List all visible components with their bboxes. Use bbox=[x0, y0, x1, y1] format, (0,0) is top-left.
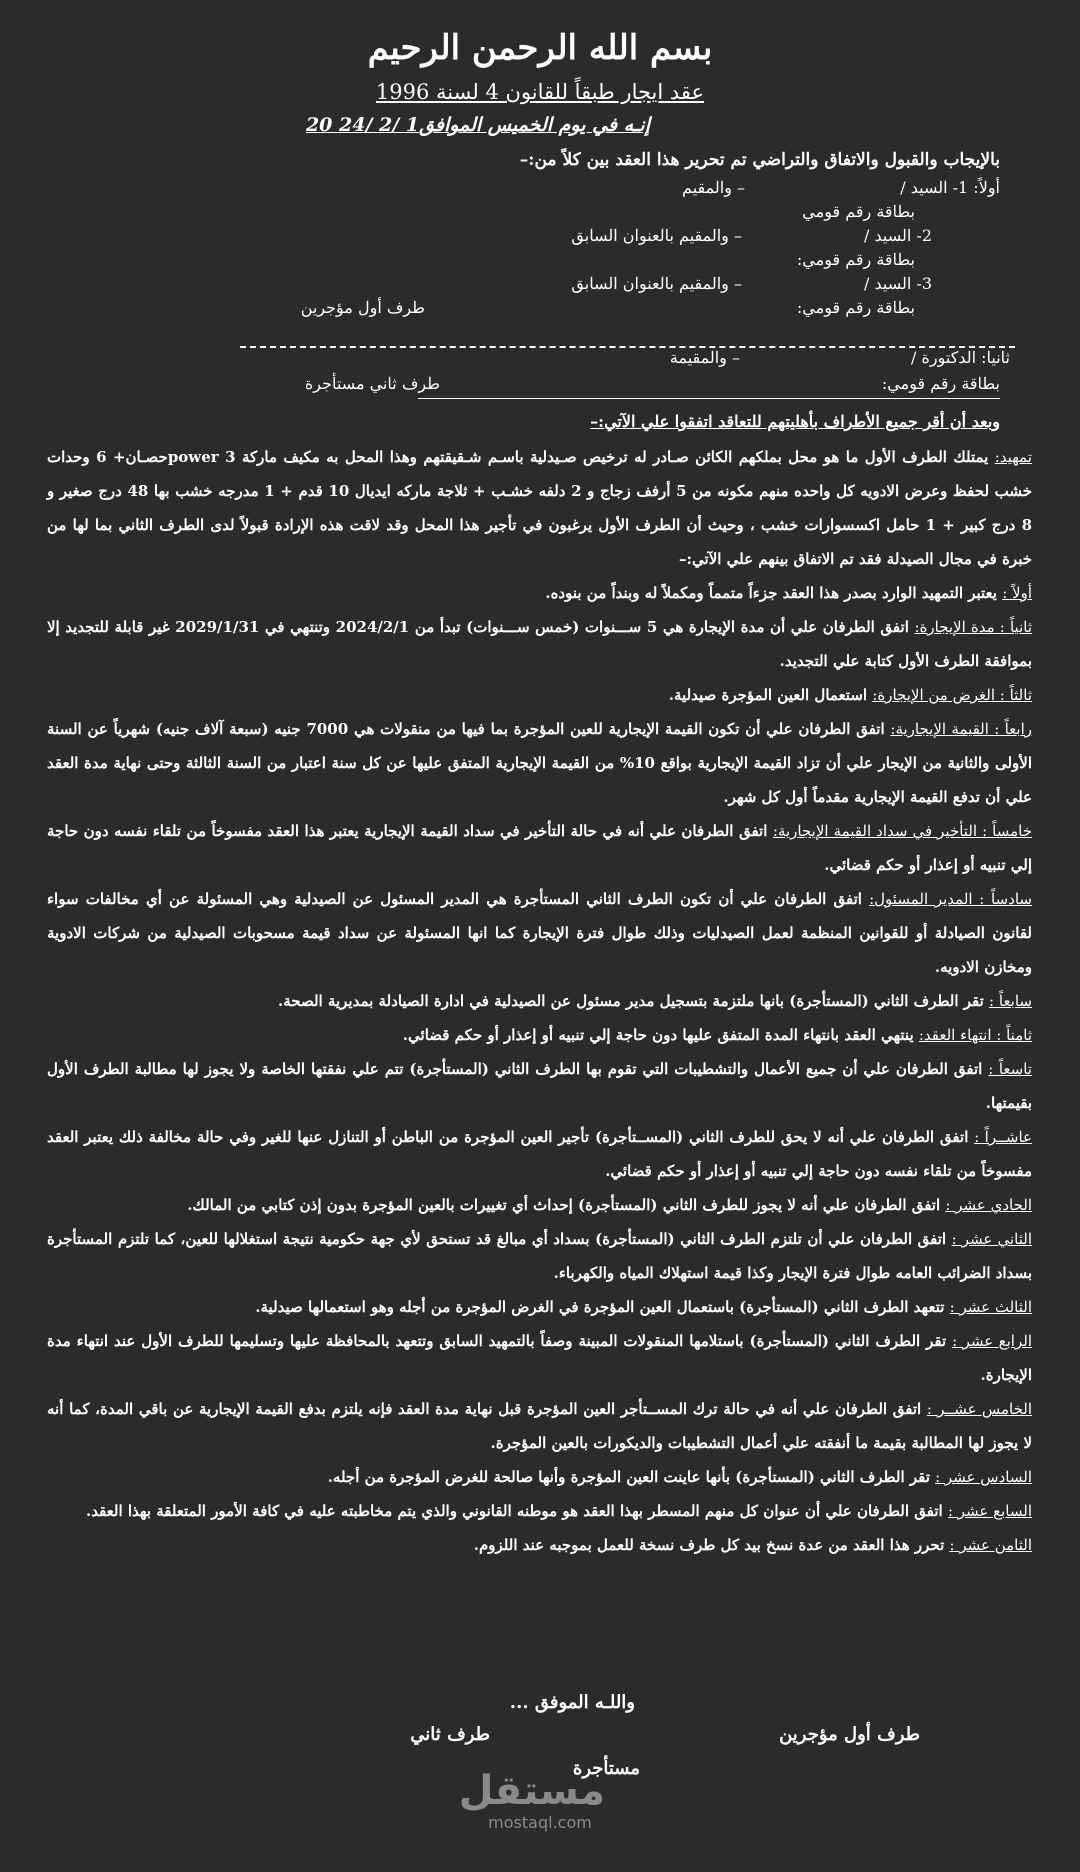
clause-label: رابعاً : القيمة الإيجارية: bbox=[890, 720, 1032, 738]
underline-divider bbox=[418, 398, 1000, 399]
clause-text: تتعهد الطرف الثاني (المستأجرة) باستعمال العين المؤجرة في الغرض المؤجرة من أجله وهو استعمالها صيدلية. bbox=[255, 1298, 945, 1316]
clause-label: الثامن عشر : bbox=[949, 1536, 1032, 1554]
second-party-name: ثانيا: الدكتورة / bbox=[911, 348, 1010, 367]
clause-item bbox=[47, 678, 1032, 712]
closing-phrase: واللـه الموفق ... bbox=[509, 1692, 635, 1713]
clause-text: يمتلك الطرف الأول ما هو محل بملكهم الكائن صـادر له ترخيص صـيدلية باسـم شـقيقتهم وهذا المحل به مكيف ماركة power 3حصـان+ 6 وحدات خشب لحفظ وعرض الادويه كل واحده منهم مكونه من 5 أرفف زجاج و 2 دلفه خشـب + ثلاجة ماركه ايديال 10 قدم + 1 مدرجه خشب بها 48 درج صغير و 8 درج كبير + 1 حامل اكسسوارات خشب ، وحيث أن الطرف الأول يرغبون في تأجير هذا المحل وقد لاقت هذه الإرادة قبولاً لدى الطرف الثاني بما لها من خبرة في مجال الصيدلة فقد تم الاتفاق بينهم علي الآتي:– bbox=[47, 448, 1032, 568]
clause-item bbox=[47, 1120, 1032, 1188]
watermark-latin: mostaql.com bbox=[488, 1813, 592, 1832]
clause-label: السادس عشر : bbox=[935, 1468, 1032, 1486]
clause-text: اتفق الطرفان علي أن تكون الطرف الثاني المستأجرة هي المدير المسئول عن الصيدلية وهي المسئولة عن أي مخالفات سواء لقانون الصيادلة أو للقوانين المنظمة لعمل الصيدليات وذلك طوال فترة الإيجارة كما انها المسئولة عن سداد قيمة مسحوبات الصيدلية من شركات الادوية ومخازن الادويه. bbox=[47, 890, 1032, 976]
clause-text: اتفق الطرفان علي أنه في حالة التأخير في سداد القيمة الإيجارية يعتبر هذا العقد مفسوخاً من تلقاء نفسه دون حاجة إلي تنبيه أو إعذار أو حكم قضائي. bbox=[47, 822, 1032, 874]
clause-item bbox=[47, 712, 1032, 814]
clause-label: تاسعاً : bbox=[988, 1060, 1032, 1078]
clause-text: اتفق الطرفان علي أن مدة الإيجارة هي 5 ســـنوات (خمس ســـنوات) تبدأ من 2024/2/1 وتنتهي في 2029/1/31 غير قابلة للتجديد إلا بموافقة الطرف الأول كتابة علي التجديد. bbox=[47, 618, 1032, 670]
clause-text: تحرر هذا العقد من عدة نسخ بيد كل طرف نسخة للعمل بموجبه عند اللزوم. bbox=[473, 1536, 945, 1554]
second-party-id: بطاقة رقم قومي: bbox=[881, 374, 1000, 393]
first-party-2-residence: – والمقيم بالعنوان السابق bbox=[571, 226, 742, 245]
clause-item bbox=[47, 1222, 1032, 1290]
clause-label: خامساً : التأخير في سداد القيمة الإيجارية: bbox=[772, 822, 1033, 840]
clause-text: استعمال العين المؤجرة صيدلية. bbox=[668, 686, 868, 704]
second-party-signature: طرف ثاني bbox=[410, 1724, 490, 1745]
clause-item bbox=[47, 1494, 1032, 1528]
first-party-2-name: 2- السيد / bbox=[864, 226, 932, 245]
clause-label: أولاً : bbox=[1002, 584, 1032, 602]
clause-item bbox=[47, 814, 1032, 882]
contract-title: عقد ايجار طبقاً للقانون 4 لسنة 1996 bbox=[375, 80, 705, 104]
first-party-1-residence: – والمقيم bbox=[682, 178, 745, 197]
clause-item bbox=[47, 1188, 1032, 1222]
clause-item bbox=[47, 1460, 1032, 1494]
clause-item bbox=[47, 610, 1032, 678]
first-party-signature: طرف أول مؤجرين bbox=[779, 1724, 920, 1745]
clause-text: يعتبر التمهيد الوارد بصدر هذا العقد جزءاً متمماً ومكملاً له وبنداً من بنوده. bbox=[545, 584, 997, 602]
clause-item bbox=[47, 1290, 1032, 1324]
basmala-heading: بسم الله الرحمن الرحيم bbox=[367, 28, 713, 68]
clause-text: تقر الطرف الثاني (المستأجرة) باستلامها المنقولات المبينة وصفاً بالتمهيد السابق وتتعهد بالمحافظة عليها وتسليمها للطرف الأول عند انتهاء مدة الإيجارة. bbox=[47, 1332, 1032, 1384]
clause-label: ثالثاً : الغرض من الإيجارة: bbox=[872, 686, 1032, 704]
first-party-3-name: 3- السيد / bbox=[864, 274, 932, 293]
clause-item bbox=[47, 984, 1032, 1018]
clause-label: السابع عشر : bbox=[947, 1502, 1032, 1520]
clause-text: ينتهي العقد بانتهاء المدة المتفق عليها دون حاجة إلي تنبيه أو إعذار أو حكم قضائي. bbox=[402, 1026, 914, 1044]
clause-item bbox=[47, 576, 1032, 610]
clause-text: اتفق الطرفان علي أن تكون القيمة الإيجارية للعين المؤجرة بما فيها من منقولات هي 7000 جنيه (سبعة آلاف جنيه) شهرياً عن السنة الأولى والثانية من الإيجار علي أن تزاد القيمة الإيجارية بواقع 10% من القيمة الإيجارية المتفق عليها عن كل سنة اعتبار من السنة الثالثة وحتى نهاية مدة العقد علي أن تدفع القيمة الإيجارية مقدماً أول كل شهر. bbox=[47, 720, 1032, 806]
first-party-1-id: بطاقة رقم قومي bbox=[802, 202, 915, 221]
clause-item bbox=[47, 1018, 1032, 1052]
clause-label: ثامناً : انتهاء العقد: bbox=[918, 1026, 1032, 1044]
mostaql-watermark-logo bbox=[458, 1768, 605, 1832]
clause-item bbox=[47, 440, 1032, 576]
clause-label: الثالث عشر : bbox=[949, 1298, 1032, 1316]
clause-text: اتفق الطرفان علي أن تلتزم الطرف الثاني (المستأجرة) بسداد أي مبالغ قد تستحق لأي جهة حكومية نتيجة استغلالها للعين، كما تلتزم المستأجرة بسداد الضرائب العامه طوال فترة الإيجار وكذا قيمة استهلاك المياه والكهرباء. bbox=[47, 1230, 1032, 1282]
clause-label: تمهيد: bbox=[994, 448, 1032, 466]
clauses-list bbox=[47, 440, 1032, 1562]
clause-item bbox=[47, 1392, 1032, 1460]
dashed-divider bbox=[240, 346, 1015, 348]
first-party-2-id: بطاقة رقم قومي: bbox=[796, 250, 915, 269]
clause-text: تقر الطرف الثاني (المستأجرة) بأنها عاينت العين المؤجرة وأنها صالحة للغرض المؤجرة من أجله. bbox=[327, 1468, 930, 1486]
clause-item bbox=[47, 882, 1032, 984]
clause-label: الحادي عشر : bbox=[945, 1196, 1032, 1214]
clause-label: ثانياً : مدة الإيجارة: bbox=[914, 618, 1032, 636]
second-party-role: طرف ثاني مستأجرة bbox=[304, 374, 440, 393]
clause-label: الخامس عشــر : bbox=[926, 1400, 1032, 1418]
clause-text: اتفق الطرفان علي أن عنوان كل منهم المسطر بهذا العقد هو موطنه القانوني والذي يتم مخاطبته عليه في كافة الأمور المتعلقة بهذا العقد. bbox=[85, 1502, 943, 1520]
clause-text: تقر الطرف الثاني (المستأجرة) بانها ملتزمة بتسجيل مدير مسئول عن الصيدلية في ادارة الصيادلة بمديرية الصحة. bbox=[278, 992, 984, 1010]
first-party-1-name: أولاً: 1- السيد / bbox=[900, 178, 1000, 197]
clause-label: سابعاً : bbox=[989, 992, 1032, 1010]
clause-text: اتفق الطرفان علي أنه لا يجوز للطرف الثاني (المستأجرة) إحداث أي تغييرات بالعين المؤجرة بدون إذن كتابي من المالك. bbox=[187, 1196, 941, 1214]
clause-item bbox=[47, 1528, 1032, 1562]
clause-label: الرابع عشر : bbox=[952, 1332, 1032, 1350]
clause-label: سادساً : المدير المسئول: bbox=[869, 890, 1032, 908]
clause-label: الثاني عشر : bbox=[951, 1230, 1032, 1248]
clause-text: اتفق الطرفان علي أن جميع الأعمال والتشطيبات التي تقوم بها الطرف الثاني (المستأجرة) تتم علي نفقتها الخاصة ولا يجوز لها مطالبة الطرف الأول بقيمتها. bbox=[47, 1060, 1032, 1112]
clause-item bbox=[47, 1324, 1032, 1392]
preamble: وبعد أن أقر جميع الأطراف بأهليتهم للتعاقد اتفقوا علي الآتي:– bbox=[590, 412, 1000, 431]
clause-text: اتفق الطرفان علي أنه في حالة ترك المســتأجر العين المؤجرة قبل نهاية مدة العقد فإنه يلتزم بدفع القيمة الإيجارية عن باقي المدة، كما أنه لا يجوز لها المطالبة بقيمة ما أنفقته علي أعمال التشطيبات والديكورات بالعين المؤجرة. bbox=[47, 1400, 1032, 1452]
clause-item bbox=[47, 1052, 1032, 1120]
first-party-role: طرف أول مؤجرين bbox=[300, 298, 425, 317]
watermark-arabic: مستقل bbox=[458, 1768, 605, 1814]
first-party-3-residence: – والمقيم بالعنوان السابق bbox=[571, 274, 742, 293]
second-party-residence: – والمقيمة bbox=[669, 348, 740, 367]
clause-label: عاشــراً : bbox=[974, 1128, 1032, 1146]
first-party-3-id: بطاقة رقم قومي: bbox=[796, 298, 915, 317]
clause-text: اتفق الطرفان علي أنه لا يحق للطرف الثاني (المســتأجرة) تأجير العين المؤجرة من الباطن أو التنازل عنها للغير وفي حالة مخالفة ذلك يعتبر العقد مفسوخاً من تلقاء نفسه دون حاجة إلي تنبيه أو إعذار أو حكم قضائي. bbox=[47, 1128, 1032, 1180]
contract-date: إنـه في يوم الخميس الموافق1 /2 /24 20 bbox=[305, 114, 650, 136]
second-party-signature-role: مستأجرة bbox=[572, 1758, 640, 1779]
contract-intro: بالإيجاب والقبول والاتفاق والتراضي تم تحرير هذا العقد بين كلاً من:– bbox=[519, 150, 1000, 170]
